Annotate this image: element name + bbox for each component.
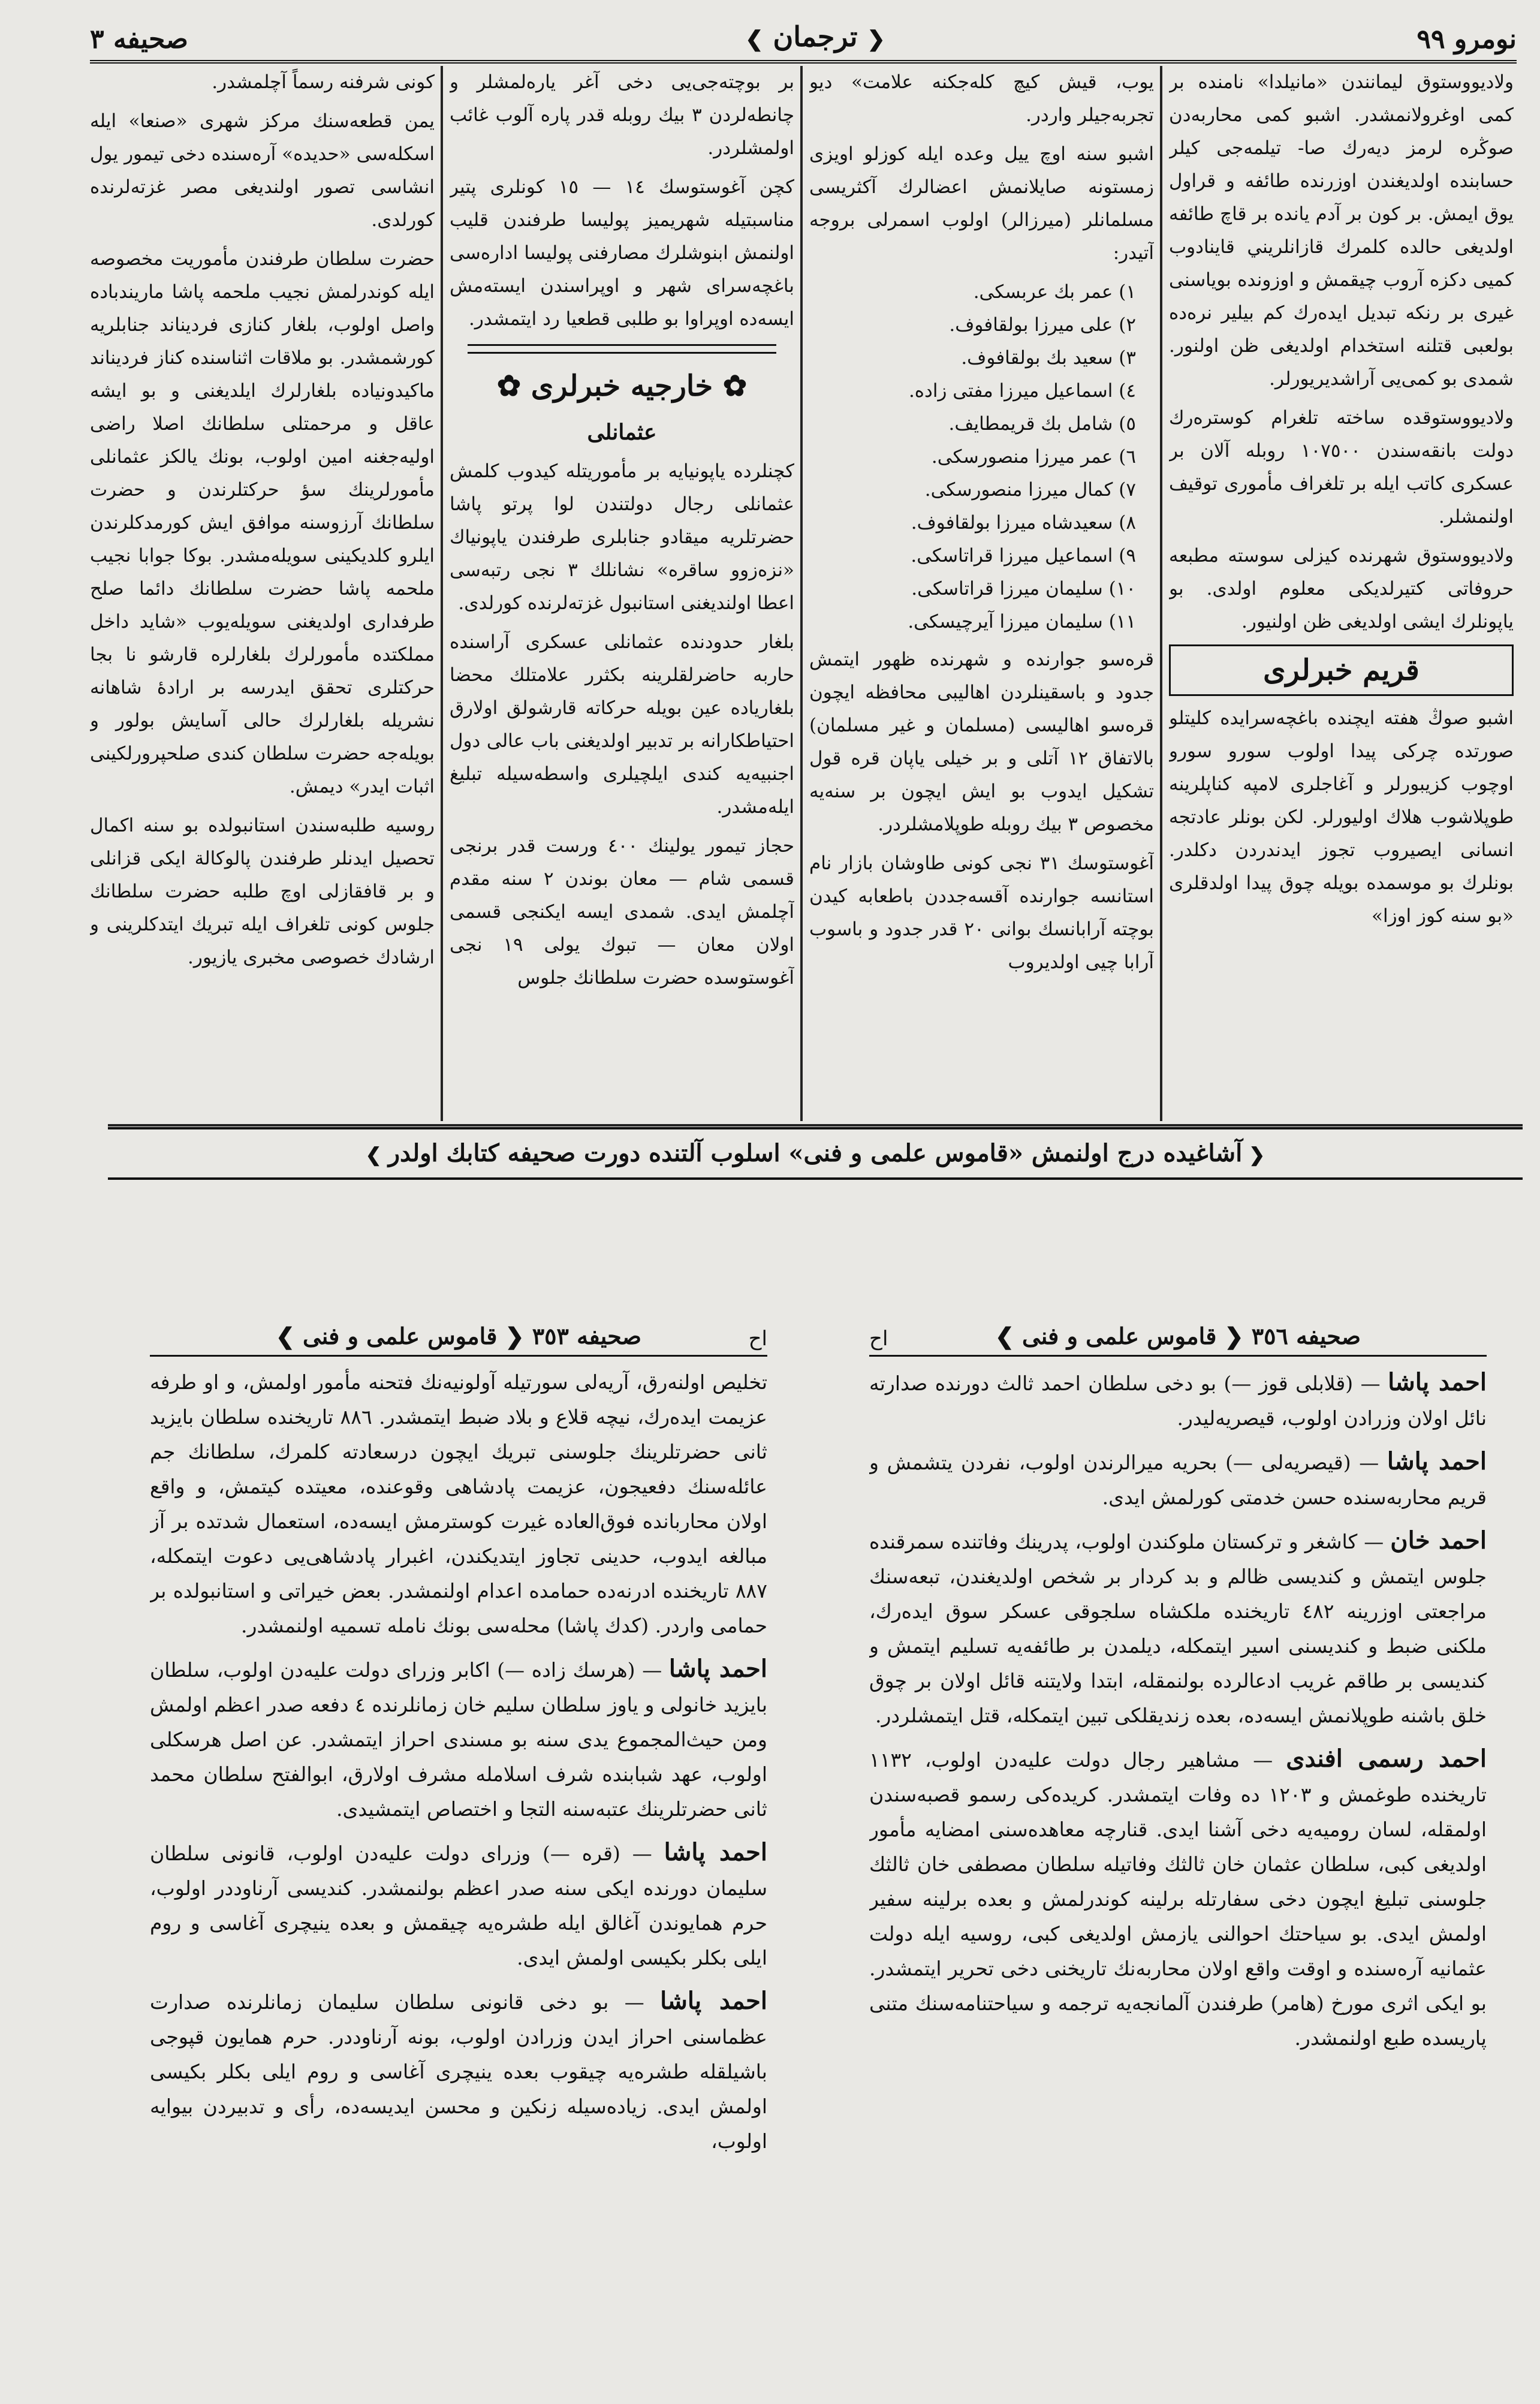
entry-text: — (قيصريه‌لى —) بحريه ميرالرندن اولوب، نفردن يتشمش و قريم محاربه‌سنده حسن خدمتى كورلمش ايدى. <box>869 1451 1487 1509</box>
entry-text: — بو دخى قانونى سلطان سليمان زمانلرنده صدارت عظماسنى احراز ايدن وزرادن اولوب، بونه آرناوددر. حرم همايون قپوجى باشيلقله طشره‌يه چيقوب بعده ينيچرى آغاسى و روم ايلى بكلر بكيسى اولمش ايدى. زياده‌سيله زنكين و محسن ايديسه‌ده، رأى و تدبيردن بيوايه اولوب، <box>150 1990 767 2153</box>
news-paragraph: كچنلرده ياپونيايه بر مأموريتله كيدوب كلمش عثمانلى رجال دولتندن لوا پرتو پاشا حضرتلريه ميقادو جنابلرى طرفندن ياپونياك «نزه‌زوو ساقره» نشانلك ٣ نجى رتبه‌سى اعطا اولنديغنى استانبول غزته‌لرنده كورلدى. <box>450 460 794 614</box>
dictionary-page-label: صحيفه ٣٥٦ <box>1251 1322 1361 1349</box>
list-item: ١) عمر بك عربسكى. <box>973 281 1136 303</box>
news-paragraph: ولاديووستوق ليمانندن «مانيلدا» نامنده بر كمى اوغرولانمشدر. اشبو كمى محاربه‌دن صوڭره لرمز ديه‌رك صا- تيلمه‌جى كيلر حسابنده اولديغندن اوزرنده طائفه و قراول يوق ايمش. بر كون بر آدم يانده بر قاچ طائفه اولديغى حالده كلمرك قازانلريني قاينادوب كميى دكزه آروب چيقمش و اوزونده بوياسنى غيرى بر رنكه تبديل ايده‌رك كم بيلير نره‌ده بولعبى قتلنه استخدام اولديغى ظن اولنور. شمدى بو كمى‌يى آراشديريورلر. <box>1169 71 1514 390</box>
dictionary-corner: اح <box>869 1327 888 1351</box>
entry-keyword: احمد پاشا <box>1388 1368 1487 1396</box>
ornament-icon: ❮ <box>867 26 885 52</box>
column-2 <box>809 66 1154 1121</box>
list-item: ٢) على ميرزا بولقافوف. <box>949 314 1136 336</box>
list-item: ١٠) سليمان ميرزا قراتاسكى. <box>911 578 1136 600</box>
list-item: ٧) كمال ميرزا منصورسكى. <box>924 479 1136 501</box>
page-header <box>90 18 1517 64</box>
news-paragraph: كونى شرفنه رسماً آچلمشدر. <box>212 71 435 93</box>
dictionary-corner: اح <box>748 1327 767 1351</box>
news-paragraph: روسيه طلبه‌سندن استانبولده بو سنه اكمال تحصيل ايدنلر طرفندن پالوكالة ايكى قزانلى و بر قافقازلى اوچ طلبه حضرت سلطانك جلوس كونى تلغراف ايله تبريك ايتدكلرينى و ارشادك خصوصى مخبرى يازيور. <box>90 815 435 968</box>
dictionary-page-left <box>150 1319 767 2386</box>
section-title-text: خارجيه خبرلرى <box>531 369 713 403</box>
ornament-icon: ❯ <box>745 26 764 52</box>
list-item: ١١) سليمان ميرزا آيرچيسكى. <box>908 611 1136 632</box>
column-divider <box>800 66 803 1121</box>
ornament-icon: ❮ <box>497 1322 525 1349</box>
entry-text: — (هرسك زاده —) اكابر وزراى دولت عليه‌دن اولوب، سلطان بايزيد خانولى و ياوز سلطان سليم خان زمانلرنده ٤ دفعه صدر اعظم اولمش ومن حيث‌المجموع يدى سنه بو مسندى احراز ايتمشدر. عن اصل هرسكلى اولوب، عهد شبابنده شرف اسلامله مشرف اولارق، ابوالفتح سلطان محمد ثانى حضرتلرينك عتبه‌سنه التجا و اختصاص ايتمشيدى. <box>150 1658 767 1821</box>
dictionary-title <box>150 1319 767 1354</box>
news-paragraph: بلغار حدودنده عثمانلى عسكرى آراسنده حاربه حاضرلقلرينه بكثرر علامتلك محضا بلغارياده عين بويله حركاته قارشولق اولارق احتياطكارانه بر تدبير اولديغنى باب عالى دول اجنبيه‌يه كندى ايلچيلرى واسطه‌سيله تبليغ ايله‌مشدر. <box>450 631 794 818</box>
list-item: ٣) سعيد بك بولقافوف. <box>961 347 1136 369</box>
column-1 <box>1169 66 1514 1121</box>
dictionary-entry <box>150 1652 767 1827</box>
members-list <box>809 276 1154 638</box>
entry-keyword: احمد پاشا <box>668 1655 767 1683</box>
entry-keyword: احمد پاشا <box>660 1987 767 2015</box>
news-paragraph: بر بوچته‌جى‌يى دخى آغر ياره‌لمشلر و چانطه‌لردن ٣ بيك روبله قدر پاره آلوب غائب اولمشلردر. <box>450 71 794 159</box>
news-paragraph: اشبو سنه اوچ ييل وعده ايله كوزلو اويزى زمستونه صايلانمش اعضالرك آكثريسى مسلمانلر (ميرزالر) اولوب اسمرلى بروجه آتيدر: <box>809 143 1154 264</box>
ornament-icon: ❯ <box>365 1143 388 1166</box>
list-item: ٦) عمر ميرزا منصورسكى. <box>931 446 1136 468</box>
supplement-banner <box>108 1127 1523 1180</box>
dictionary-page-right <box>869 1319 1487 2386</box>
dictionary-header <box>869 1319 1487 1357</box>
section-title-foreign <box>450 362 794 410</box>
ornament-icon: ❮ <box>1242 1143 1265 1166</box>
list-item: ٥) شامل بك قريمطايف. <box>948 413 1136 435</box>
dictionary-entry <box>869 1444 1487 1515</box>
ornament-icon: ❮ <box>1216 1322 1244 1349</box>
list-item: ٨) سعيدشاه ميرزا بولقافوف. <box>911 512 1136 534</box>
ornament-icon: ❯ <box>275 1322 295 1349</box>
dictionary-header <box>150 1319 767 1357</box>
ornament-icon: ✿ <box>496 369 531 403</box>
entry-text: — مشاهير رجال دولت عليه‌دن اولوب، ١١٣٢ تاريخنده طوغمش و ١٢٠٣ ده وفات ايتمشدر. كريدەكى رسمو قصبه‌سندن اولمقله، لسان روميه‌يه دخى آشنا ايدى. قنارچه معاهده‌سنى امضايه مأمور اولديغى كبى، سلطان عثمان خان ثالثك وفاتيله سلطان مصطفى خان ثالثك جلوسنى تبليغ ايچون دخى سفارتله برلينه كوندرلمش و بعده برلينه سفير اولمش ايدى. بو سياحتك احوالنى يازمش اولديغى كبى، روسيه ايله دولت عثمانيه آره‌سنده و اوقت واقع اولان محاربه‌نك تاريخنى دخى تحرير ايتمشدر. بو ايكى اثرى مورخ (هامر) طرفندن آلمانجه‌يه ترجمه و سياحتنامه‌سنك متنى پاريسده طبع اولنمشدر. <box>869 1748 1487 2050</box>
entry-text: — (قلابلى قوز —) بو دخى سلطان احمد ثالث دورنده صدارته نائل اولان وزرادن اولوب، قيصريه‌ليدر. <box>869 1372 1487 1430</box>
subsection-ottoman: عثمانلى <box>587 420 657 445</box>
dictionary-entry <box>869 1523 1487 1733</box>
column-divider <box>441 66 443 1121</box>
ornament-icon: ✿ <box>713 369 748 403</box>
dictionary-entry <box>150 1835 767 1975</box>
horizontal-rule <box>108 1124 1523 1126</box>
decorative-rule <box>468 344 776 354</box>
news-paragraph: يوب، قيش كيچ كله‌جكنه علامت» ديو تجربه‌جيلر واردر. <box>809 71 1154 126</box>
page-number: صحيفه ٣ <box>90 24 188 55</box>
banner-text: آشاغيده درج اولنمش «قاموس علمى و فنى» اسلوب آلتنده دورت صحيفه كتابك اولدر <box>388 1139 1243 1167</box>
dictionary-page-label: صحيفه ٣٥٣ <box>532 1322 642 1349</box>
column-divider <box>1160 66 1162 1121</box>
news-paragraph: آغوستوسك ٣١ نجى كونى طاوشان بازار نام استانسه جوارنده آقسه‌جددن باطعابه كيدن بوچته آرابانسك بوانى ٢٠ قدر جدود و باسوب آرابا چيى اولديروب <box>809 852 1154 973</box>
masthead-text: ترجمان <box>773 20 858 53</box>
issue-number: نومرو ٩٩ <box>1417 24 1517 55</box>
dictionary-entry <box>869 1365 1487 1436</box>
entry-keyword: احمد رسمى افندى <box>1286 1745 1487 1773</box>
list-item: ٤) اسماعيل ميرزا مفتى زاده. <box>908 380 1136 402</box>
news-paragraph: يمن قطعه‌سنك مركز شهرى «صنعا» ايله اسكله‌سى «حديده» آره‌سنده دخى تيمور يول انشاسى تصور اولنديغى مصر غزته‌لرنده كورلدى. <box>90 110 435 231</box>
dictionary-title-text: قاموس علمى و فنى <box>303 1322 498 1349</box>
news-paragraph: ولاديووستوق شهرنده كيزلى سوسته مطبعه حروفاتى كتيرلديكى معلوم اولدى. بو ياپونلرك ايشى اولديغى ظن اولنيور. <box>1169 545 1514 632</box>
masthead-title <box>719 20 911 55</box>
news-paragraph: ولاديووستوقده ساخته تلغرام كوسترەرك دولت بانقه‌سندن ١٠٧٥٠٠ روبله آلان بر عسكرى كاتب ايله بر تلغراف مأمورى توقيف اولنمشلر. <box>1169 407 1514 528</box>
dictionary-entry <box>869 1742 1487 2056</box>
list-item: ٩) اسماعيل ميرزا قراتاسكى. <box>911 545 1136 567</box>
dictionary-entry-continued: تخليص اولنه‌رق، آريه‌لى سورتيله آولونيه‌نك فتحنه مأمور اولمش، و او طرفه عزيمت ايده‌رك، نيچه قلاع و بلاد ضبط ايتمشدر. ٨٨٦ تاريخنده سلطان بايزيد ثانى حضرتلرينك جلوسنى تبريك ايچون درسعادته كلمرك، سلطانك جم عائله‌سنك دفعيجون، عزيمت پادشاهى وقوعنده، معيتده كيتمش، و واقع اولان محاربانده فوق‌العاده غيرت كوسترمش ايسه‌ده، استعمال شدتده بر آز مبالغه ايدوب، حدينى تجاوز ايتديكندن، اغبرار پادشاهى‌يى دعوت ايتمكله، ٨٨٧ تاريخنده ادرنه‌ده حمامده اعدام اولنمشدر. بعض خيراتى و استانبولده بر حمامى واردر. (كدك پاشا) محله‌سى بونك نامله تسميه اولنمشدر. <box>150 1370 767 1637</box>
entry-text: — (قره —) وزراى دولت عليه‌دن اولوب، قانونى سلطان سليمان دورنده ايكى سنه صدر اعظم بولنمشدر. كنديسى آرناوددر اولوب، حرم همايوندن آغالق ايله طشره‌يه چيقمش و بعده ينيچرى آغاسى و روم ايلى بكلر بكيسى اولمش ايدى. <box>150 1842 767 1969</box>
column-3 <box>450 66 794 1121</box>
dictionary-entry <box>150 1984 767 2159</box>
entry-keyword: احمد خان <box>1390 1526 1487 1555</box>
section-title-crimea: قريم خبرلرى <box>1169 644 1514 696</box>
entry-keyword: احمد پاشا <box>664 1838 767 1866</box>
news-paragraph: قرەسو جوارنده و شهرنده ظهور ايتمش جدود و باسقينلردن اهاليبى محافظه ايچون قرەسو اهاليسى (مسلمان و غير مسلمان) بالاتفاق ١٢ آتلى و بر خيلى ياپان قره قول تشكيل ايدوب بو ايش ايچون بر سنه‌يه مخصوص ٣ بيك روبله طوپلامشلردر. <box>809 649 1154 835</box>
news-paragraph: اشبو صوڭ هفته ايچنده باغچه‌سرايده كليتلو صورتده چركى پيدا اولوب سورو سورو اوچوب كزيبورلر و آغاجلرى لامپه كناپلرينه طوپلاشوب هلاك اوليورلر. لكن بونلر عادتجه انسانى ايصيروب تجوز ايدندردن دكلدر. بونلرك بو موسمده بويله چوق پيدا اولدقلرى «بو سنه كوز اوزا» <box>1169 707 1514 927</box>
ornament-icon: ❯ <box>994 1322 1014 1349</box>
entry-text: — كاشغر و تركستان ملوكندن اولوب، پدرينك وفاتنده سمرقنده جلوس ايتمش و كنديسى ظالم و بد كردار بر شخص اولديغندن، تبعه‌سنك مراجعتى اوزرينه ٤٨٢ تاريخنده ملكشاه سلجوقى عسكر سوق ايده‌رك، ملكنى ضبط و كنديسنى اسير ايتمكله، ديلمدن بر طائفه‌يه تسليم ايتمش و كنديسى بر طاقم غريب ادعالرده بولنمقله، ابتدا ولايتنه قائل اولان بر چوق خلق باشنه طوپلانمش ايسەده، بعده زنديقلكى تبين ايتمكله، قتل ايتمشلردر. <box>869 1530 1487 1727</box>
dictionary-title <box>869 1319 1487 1354</box>
news-paragraph: حجاز تيمور يولينك ٤٠٠ ورست قدر برنجى قسمى شام — معان بوندن ٢ سنه مقدم آچلمش ايدى. شمدى ايسه ايكنجى قسمى اولان معان — تبوك يولى ١٩ نجى آغوستوسده حضرت سلطانك جلوس <box>450 835 794 989</box>
column-4 <box>90 66 435 1121</box>
entry-keyword: احمد پاشا <box>1387 1447 1487 1475</box>
dictionary-title-text: قاموس علمى و فنى <box>1022 1322 1217 1349</box>
news-paragraph: حضرت سلطان طرفندن مأموريت مخصوصه ايله كوندرلمش نجيب ملحمه پاشا ماريندباده واصل اولوب، بلغار كنازى فرديناند جنابلريه كورشمشدر. بو ملاقات اثناسنده كناز فرديناند ماكيدونياده بلغارلرك ايلديغنى و بو ايشه عاقل و مرحمتلى سلطانك اصلا راضى اوليه‌جغنه امين اولوب، بونك يالكز عثمانلى مأمورلرينك سؤ حركتلرندن و حضرت سلطانك آرزوسنه موافق ايش كورمدكلرندن ايلرو كلديكينى سويله‌مشدر. بوكا جوابا نجيب ملحمه پاشا حضرت سلطانك دائما صلح طرفدارى اولديغنى سويله‌يوب «شايد داخل مملكتده مأمورلرك بلغارلره قارشو نا بجا حركتلرى تحقق ايدرسه بر ارادهٔ شاهانه نشريله بلغارلرك حالى آسايش بولور و بويله‌جه حضرت سلطان كندى صلحپرورلكينى اثبات ايدر» ديمش. <box>90 248 435 797</box>
news-paragraph: كچن آغوستوسك ١٤ — ١٥ كونلرى پتير مناسبتيله شهريميز پوليسا طرفندن قليب اولنمش ابنوشلرك مصارفنى پوليسا اداره‌سى باغچه‌سراى شهر و اوپراسندن ايستەمش ايسەده اوپراوا بو طلبى قطعيا رد ايتمشدر. <box>450 176 794 330</box>
